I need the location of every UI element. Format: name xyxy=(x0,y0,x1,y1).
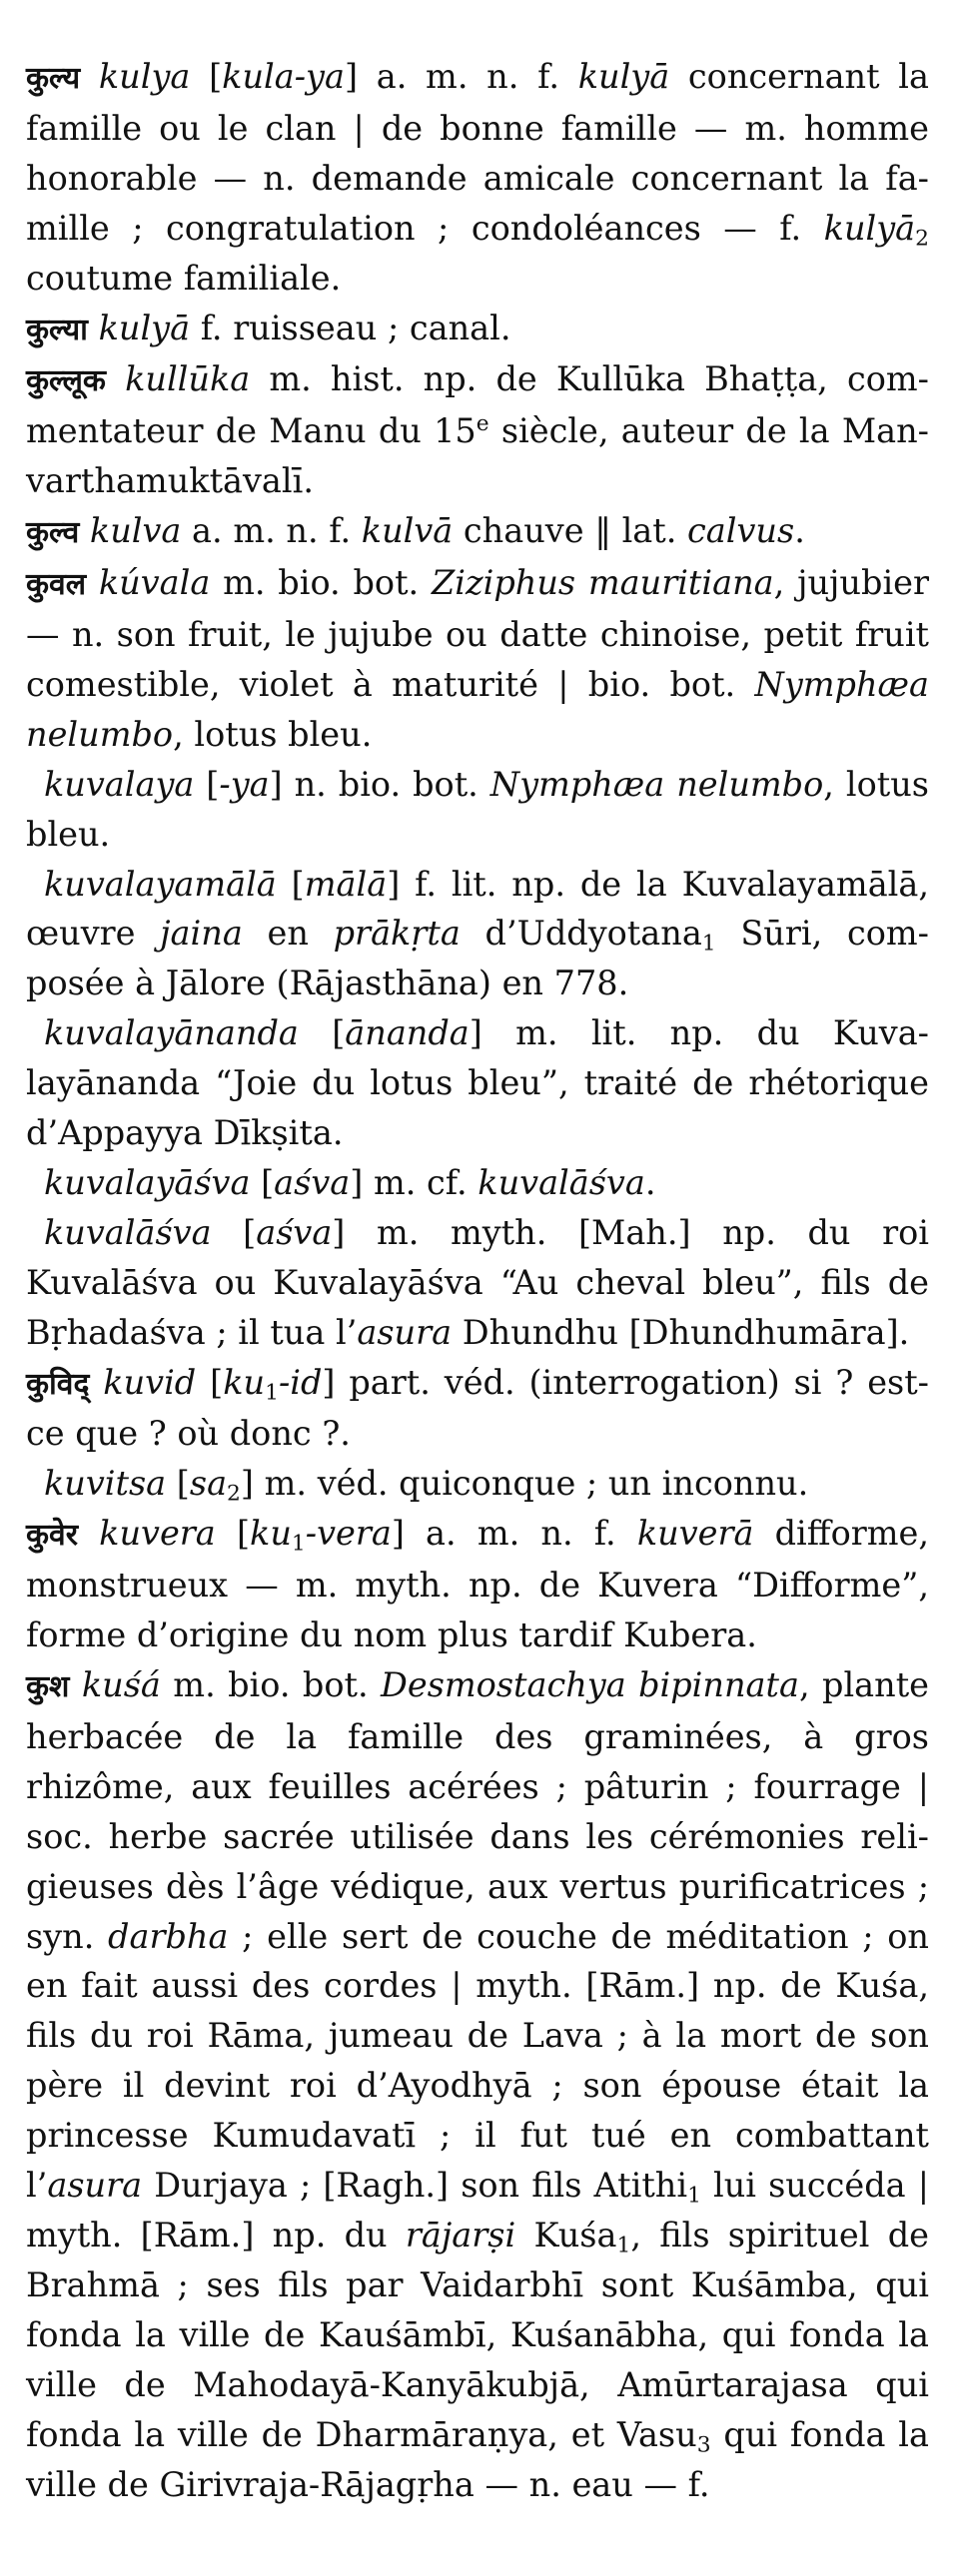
subscript-index: 1 xyxy=(701,931,716,957)
dictionary-entry-kuvitsa xyxy=(26,1459,929,1509)
italic-term: calvus xyxy=(687,511,795,551)
entry-text xyxy=(80,57,99,96)
dictionary-entry-kuvid xyxy=(26,1358,929,1460)
entry-text: . xyxy=(794,511,805,551)
entry-text: ] m. cf. xyxy=(350,1162,478,1202)
dictionary-entry-kuvera xyxy=(26,1509,929,1660)
italic-term: ku xyxy=(250,1514,292,1554)
italic-term: kulyā xyxy=(98,308,191,347)
italic-term: aśva xyxy=(274,1162,351,1202)
italic-term: asura xyxy=(47,2166,143,2206)
entry-text: m. hist. np. de Kullūka Bhaṭṭa, commentateur de Manu du 15 xyxy=(26,359,929,451)
entry-text: coutume familiale. xyxy=(26,258,342,298)
italic-term: kúvala xyxy=(98,563,211,603)
subscript-index: 1 xyxy=(291,1531,306,1557)
italic-term: ānanda xyxy=(345,1013,470,1053)
entry-text: m. bio. bot. xyxy=(210,563,432,603)
italic-term: kulya xyxy=(98,57,191,96)
devanagari-headword: कुल्लूक xyxy=(26,363,106,399)
entry-text: difforme, monstrueux — m. myth. np. de Kuvera “Difforme”, forme d’origine du nom plus tardif Kubera. xyxy=(26,1514,929,1655)
entry-text: ] f. lit. np. de la Kuvalayamālā, œuvre xyxy=(26,864,929,954)
devanagari-headword: कुवल xyxy=(26,567,87,603)
subscript-index: 2 xyxy=(915,226,929,252)
italic-term: prākṛta xyxy=(333,914,461,954)
entry-text: Kuśa xyxy=(515,2215,617,2254)
entry-text: chauve ‖ lat. xyxy=(453,511,688,551)
italic-term: kuśá xyxy=(81,1665,161,1704)
entry-text: [ xyxy=(250,1162,275,1202)
entry-text: [ xyxy=(211,1212,257,1252)
italic-term: Desmostachya bipinnata xyxy=(381,1665,799,1704)
entry-text: [ xyxy=(196,1362,224,1402)
italic-term: sa xyxy=(189,1464,228,1504)
italic-term: Ziziphus mauritiana xyxy=(431,563,774,603)
entry-text: m. bio. bot. xyxy=(160,1665,382,1704)
italic-term: rājarṣi xyxy=(405,2215,516,2254)
entry-text xyxy=(88,309,99,347)
entry-text: , fils spirituel de Brahmā ; ses fils par Vaidarbhī sont Kuśāmba, qui fonda la ville de Kauśāmbī, Kuśanābha, qui fonda la ville de Mahodayā-Kanyākubjā, Amūrtarajasa qui fonda la ville de Dharmāraṇya, et Vasu xyxy=(26,2215,929,2454)
italic-term: kuvalāśva xyxy=(44,1212,212,1252)
entry-text: concernant la famille ou le clan | de bonne famille — m. homme honorable — n. demande amicale concernant la famille ; congratulation ; condoléances — f. xyxy=(26,57,929,248)
entry-text: d’Uddyotana xyxy=(460,914,702,954)
entry-text xyxy=(79,511,90,550)
italic-term: mālā xyxy=(304,864,388,904)
entry-text: siècle, auteur de la Manvarthamuktāvalī. xyxy=(26,411,929,501)
entry-text: , lotus bleu. xyxy=(173,714,373,754)
entry-text xyxy=(106,359,125,398)
dictionary-entry-kulva xyxy=(26,506,929,558)
subscript-index: 3 xyxy=(696,2432,711,2458)
entry-text: ] a. m. n. f. xyxy=(391,1514,637,1554)
dictionary-entry-kuvalayamala xyxy=(26,860,929,1009)
entry-text: ] part. véd. (interrogation) si ? est-ce que ? où donc ?. xyxy=(26,1362,929,1454)
italic-term: darbha xyxy=(108,1916,229,1956)
superscript: e xyxy=(476,411,489,437)
italic-term: -id xyxy=(278,1362,323,1402)
italic-term: aśva xyxy=(256,1212,333,1252)
dictionary-entry-kuvalashva xyxy=(26,1208,929,1358)
italic-term: Nymphæa nelumbo xyxy=(489,764,824,804)
entry-text: [ xyxy=(190,57,223,96)
italic-term: kuvalayāśva xyxy=(44,1162,251,1202)
italic-term: kuvid xyxy=(103,1362,197,1402)
italic-term: Nymphæa nelumbo xyxy=(26,664,929,754)
entry-list xyxy=(26,52,929,2509)
dictionary-entry-kuvalaya xyxy=(26,760,929,860)
italic-term: kuvalayānanda xyxy=(44,1013,299,1053)
dictionary-entry-kulyaa xyxy=(26,304,929,355)
entry-text: ] m. lit. np. du Kuvalayānanda “Joie du lotus bleu”, traité de rhétorique d’Appayya Dīkṣita. xyxy=(26,1013,929,1153)
entry-text: , plante herbacée de la famille des graminées, à gros rhizôme, aux feuilles acérées ; pâturin ; fourrage | soc. herbe sacrée utilisée dans les cérémonies religieuses dès l’âge védique, aux vertus purificatrices ; syn. xyxy=(26,1665,930,1956)
italic-term: kuvalaya xyxy=(44,764,195,804)
entry-text: ] m. véd. quiconque ; un inconnu. xyxy=(240,1464,809,1504)
entry-text: [ xyxy=(194,764,220,804)
subscript-index: 1 xyxy=(616,2233,631,2258)
italic-term: kulyā xyxy=(823,208,916,248)
italic-term: kuvalayamālā xyxy=(44,864,277,904)
entry-text: , jujubier — n. son fruit, le jujube ou datte chinoise, petit fruit comestible, violet à maturité | bio. bot. xyxy=(26,563,929,704)
entry-text: ] a. m. n. f. xyxy=(344,57,578,96)
entry-text xyxy=(69,1665,81,1704)
entry-text xyxy=(78,1514,99,1553)
italic-term: ku xyxy=(223,1362,266,1402)
italic-term: kula-ya xyxy=(222,57,345,96)
entry-text: . xyxy=(644,1162,656,1202)
italic-term: kulyā xyxy=(577,57,670,96)
dictionary-entry-kuvala xyxy=(26,558,929,760)
devanagari-headword: कुवेर xyxy=(26,1518,78,1554)
entry-text xyxy=(89,1363,103,1402)
italic-term: asura xyxy=(357,1312,453,1352)
italic-term: kulva xyxy=(89,511,182,551)
dictionary-entry-kulluka xyxy=(26,354,929,506)
dictionary-entry-kuvalayashva xyxy=(26,1158,929,1208)
entry-text: ] m. myth. [Mah.] np. du roi Kuvalāśva ou Kuvalayāśva “Au cheval bleu”, fils de Bṛhadaśva ; il tua l’ xyxy=(26,1212,929,1352)
entry-text: ; elle sert de couche de méditation ; on en fait aussi des cordes | myth. [Rām.] np. de Kuśa, fils du roi Rāma, jumeau de Lava ; à la mort de son père il devint roi d’Ayodhyā ; son épouse était la princesse Kumudavatī ; il fut tué en combattant l’ xyxy=(26,1916,929,2206)
italic-term: kuverā xyxy=(636,1514,754,1554)
entry-text: f. ruisseau ; canal. xyxy=(190,308,511,347)
subscript-index: 1 xyxy=(265,1380,279,1405)
entry-text: Dhundhu [Dhundhumāra]. xyxy=(452,1312,910,1352)
italic-term: kuvitsa xyxy=(44,1464,167,1504)
italic-term: kuvera xyxy=(99,1514,216,1554)
devanagari-headword: कुल्य xyxy=(26,61,81,96)
entry-text: Sūri, composée à Jālore (Rājasthāna) en 778. xyxy=(26,914,929,1003)
italic-term: kuvalāśva xyxy=(477,1162,645,1202)
entry-text: [ xyxy=(215,1514,251,1554)
entry-text: a. m. n. f. xyxy=(181,511,362,551)
entry-text: ] n. bio. bot. xyxy=(269,764,490,804)
dictionary-entry-kuvalayananda xyxy=(26,1008,929,1158)
italic-term: kulvā xyxy=(361,511,454,551)
entry-text: [ xyxy=(276,864,305,904)
italic-term: -vera xyxy=(305,1514,392,1554)
dictionary-entry-kulya xyxy=(26,52,929,304)
entry-text: qui fonda la ville de Girivraja-Rājagṛha — n. eau — f. xyxy=(26,2414,929,2504)
entry-text: en xyxy=(242,914,334,954)
devanagari-headword: कुल्व xyxy=(26,515,80,551)
entry-text xyxy=(86,563,99,602)
entry-text: [ xyxy=(298,1013,346,1053)
devanagari-headword: कुविद् xyxy=(26,1366,90,1402)
devanagari-headword: कुश xyxy=(26,1669,70,1704)
dictionary-entry-kusha xyxy=(26,1660,929,2509)
entry-text: lui succéda | myth. [Rām.] np. du xyxy=(26,2166,929,2254)
subscript-index: 2 xyxy=(227,1481,241,1507)
entry-text: , lotus bleu. xyxy=(26,764,929,854)
italic-term: jaina xyxy=(160,914,243,954)
entry-text: Durjaya ; [Ragh.] son fils Atithi xyxy=(142,2166,688,2206)
subscript-index: 1 xyxy=(687,2183,701,2209)
italic-term: -ya xyxy=(219,764,270,804)
italic-term: kullūka xyxy=(125,359,251,399)
entry-text: [ xyxy=(166,1464,190,1504)
devanagari-headword: कुल्या xyxy=(26,312,88,347)
